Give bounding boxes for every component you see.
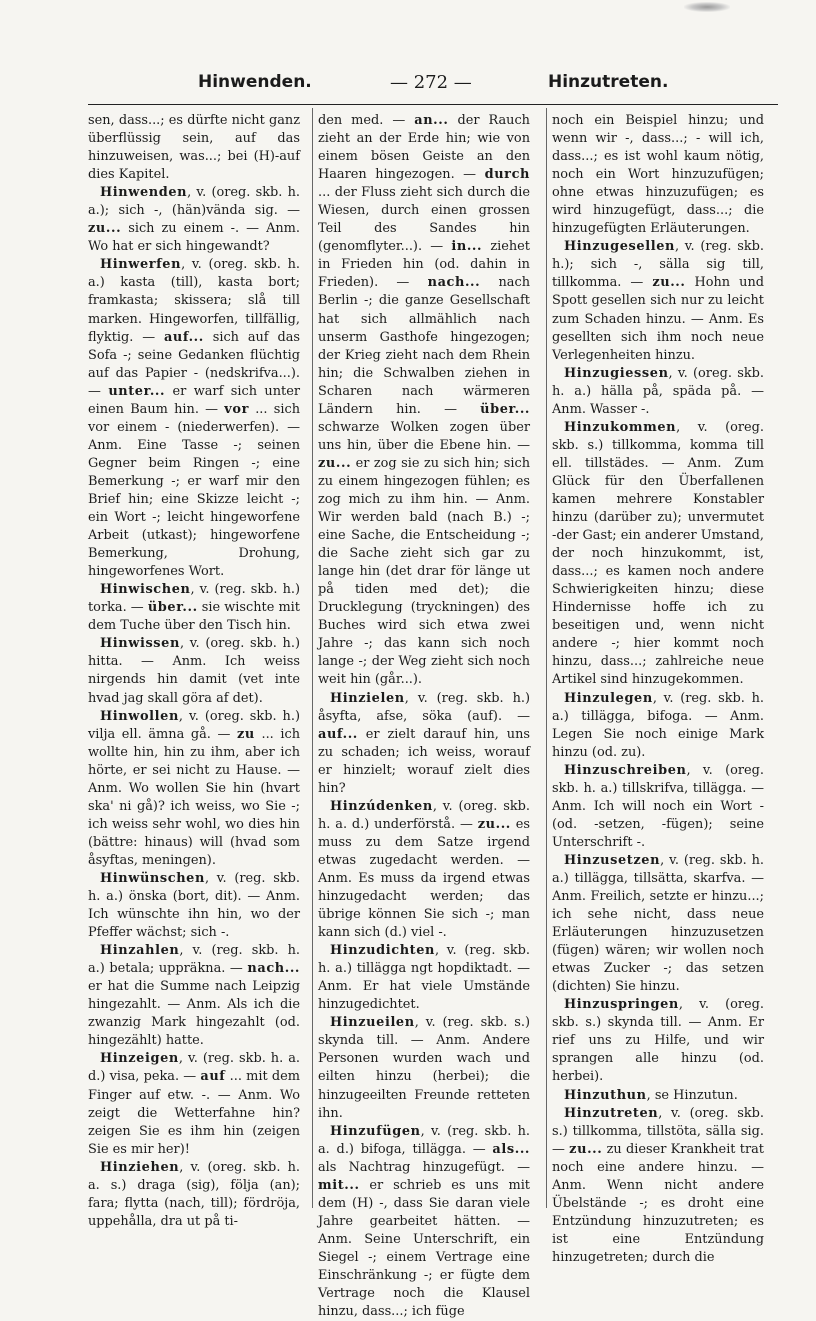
preposition-label: über... [480,401,530,417]
headword: Hinwischen [100,582,191,598]
dictionary-entry [552,690,764,762]
preposition-label: als... [492,1141,530,1157]
dictionary-entry [552,1105,764,1267]
dictionary-entry [88,635,300,707]
entry-text: nach Berlin -; die ganze Gesellschaft hat sich allmählich nach unserm Gasthofe hingezogen; der Krieg zieht nach dem Rhein hin; die Schwalben ziehen in Scharen nach wärmeren Ländern hin. — [318,275,530,417]
preposition-label: über... [147,600,198,616]
dictionary-entry [318,1123,530,1321]
headword: Hinzuspringen [564,997,679,1013]
dictionary-entry [88,184,300,256]
headword: Hinzufügen [330,1123,421,1139]
entry-text: , v. (reg. skb. h. a.) betala; uppräkna. — [88,943,300,977]
entry-text: , v. (oreg. skb. s.) tillkomma, tillstöta, sälla sig. — [552,1105,764,1157]
dictionary-entry [88,1050,300,1158]
entry-text: ... ich wollte hin, hin zu ihm, aber ich hörte, er sei nicht zu Hause. — Anm. Wo wollen Sie hin (hvart ska' ni gå)? ich weiss, wo Sie -; ich weiss sehr wohl, wo dies hin (bättre: hinaus) will (hvad som åsyftas, meningen). [88,726,300,868]
header-rule [88,104,778,105]
entry-text: , v. (oreg. skb. h. a.) kasta (till), kasta bort; framkasta; skissera; slå till marken. Hingeworfen, tillfällig, flyktig. — [88,257,300,345]
entry-text: er hat die Summe nach Leipzig hingezahlt. — Anm. Als ich die zwanzig Mark hingezahlt (od. hingezählt) hatte. [88,979,300,1049]
page-header [88,72,778,98]
headword: Hinzugiessen [564,365,669,381]
column-divider-2 [546,108,547,1208]
entry-text: er schrieb es uns mit dem (H) -, dass Sie daran viele Jahre gearbeitet hätten. — Anm. Seine Unterschrift, ein Siegel -; einem Vertrage eine Einschränkung -; er fügte dem Vertrage noch die Klausel hinzu, dass...; ich füge [318,1177,530,1320]
headword: Hinwerfen [100,257,182,273]
dictionary-entry [552,238,764,364]
headword: Hinzukommen [564,419,677,435]
preposition-label: an... [414,113,449,128]
entry-text: , v. (reg. skb. s.) skynda till. — Anm. Andere Personen wurden wach und eilten hinzu (herbei); die hinzugeeilten Freunde retteten ihn. [318,1015,530,1121]
dictionary-entry [88,942,300,1050]
entry-text: ziehet in Frieden hin (od. dahin in Frieden). — [318,239,530,291]
entry-text: , v. (reg. skb. h. a.) tillägga ngt hopdiktadt. — Anm. Er hat viele Umstände hinzugedichtet. [318,943,530,1013]
entry-text: , v. (reg. skb. h. a.) tillägga, tillsätta, skarfva. — Anm. Freilich, setzte er hinzu...; ich sehe nicht, dass neue Erläuterungen hinzuzusetzen (fügen) wären; wir wollen noch etwas Zucker -; das setzen (dichten) Sie hinzu. [552,852,764,995]
entry-text: zu dieser Krankheit trat noch eine andere hinzu. — Anm. Wenn nicht andere Übelstände -; es droht eine Entzündung hinzuzutreten; es ist eine Entzündung hinzugetreten; durch die [552,1141,764,1265]
column-2 [318,112,531,1320]
dictionary-entry [318,942,530,1014]
preposition-label: in... [451,239,483,255]
dictionary-entry [318,798,530,942]
entry-text: den med. — [318,113,415,128]
entry-text: Hohn und Spott gesellen sich nur zu leicht zum Schaden hinzu. — Anm. Es gesellten sich ihm noch neue Verlegenheiten hinzu. [552,275,764,363]
dictionary-entry [88,256,300,581]
entry-text: , v. (oreg. skb. h.) hitta. — Anm. Ich weiss nirgends hin damit (vet inte hvad jag skall göra af det). [88,636,300,706]
entry-text: als Nachtrag hinzugefügt. — [318,1159,530,1175]
dictionary-entry [552,852,764,996]
dictionary-entry [88,1159,300,1231]
entry-text: , v. (reg. skb. h. a. d.) visa, peka. — [88,1051,300,1085]
entry-text: sen, dass...; es dürfte nicht ganz überflüssig sein, auf das hinzuweisen, was...; bei (H)-auf dies Kapitel. [88,113,300,183]
headword: Hinzulegen [564,690,653,706]
entry-text: , v. (oreg. skb. h. a. d.) underförstå. — [318,798,530,832]
preposition-label: zu... [477,816,511,832]
entry-text: ... mit dem Finger auf etw. -. — Anm. Wo zeigt die Wetterfahne hin? zeigen Sie es ihm hin (zeigen Sie es mir her)! [88,1069,300,1157]
preposition-label: zu... [652,275,686,291]
dictionary-entry [88,870,300,942]
preposition-label: vor [224,401,249,417]
header-left-catchword: Hinwenden. [198,72,312,92]
headword: Hinwollen [100,708,179,724]
dictionary-entry [552,1087,764,1105]
headword: Hinzudichten [330,943,436,959]
entry-text: er zielt darauf hin, uns zu schaden; ich weiss, worauf er hinzielt; worauf zielt dies hin? [318,726,530,796]
preposition-label: unter... [108,383,166,399]
dictionary-entry [552,365,764,419]
preposition-label: auf... [163,329,204,345]
entry-text: , v. (oreg. skb. h. a.) tillskrifva, tillägga. — Anm. Ich will noch ein Wort - (od. -setzen, -fügen); seine Unterschrift -. [552,762,764,850]
entry-text: der Rauch zieht an der Erde hin; wie von einem bösen Geiste an den Haaren hingezogen. — [318,113,530,183]
entry-text: , se Hinzutun. [646,1087,738,1103]
dictionary-entry [552,996,764,1086]
headword: Hinwenden [100,185,188,201]
entry-text: , v. (oreg. skb. h. a. s.) draga (sig), följa (an); fara; flytta (nach, till); fördröja, uppehålla, dra ut på ti- [88,1159,300,1229]
headword: Hinzielen [330,690,405,706]
entry-text: schwarze Wolken zogen über uns hin, über die Ebene hin. — [318,419,530,453]
entry-text: , v. (reg. skb. h.); sich -, sälla sig till, tillkomma. — [552,239,764,291]
entry-text: er zog sie zu sich hin; sich zu einem hingezogen fühlen; es zog mich zu ihm hin. — Anm. Wir werden bald (nach B.) -; eine Sache, die Entscheidung -; die Sache zieht sich gar zu lange hin (det drar för länge ut på tiden med det); die Drucklegung (tryckningen) des Buches wird sich etwa zwei Jahre -; das kann sich noch lange -; der Weg zieht sich noch weit hin (går...). [318,455,530,688]
entry-text: es muss zu dem Satze irgend etwas zugedacht werden. — Anm. Es muss da irgend etwas hinzugedacht werden; das übrige können Sie sich -; man kann sich (d.) viel -. [318,816,531,941]
entry-text: , v. (oreg. skb. s.) skynda till. — Anm. Er rief uns zu Hilfe, und wir sprangen alle hinzu (od. herbei). [552,997,764,1085]
entry-text: , v. (oreg. skb. h. a.) hälla på, späda på. — Anm. Wasser -. [552,365,764,417]
column-3 [552,112,765,1265]
dictionary-entry [88,581,300,635]
headword: Hinziehen [100,1159,180,1175]
entry-continuation [318,112,530,690]
preposition-label: mit... [318,1177,360,1193]
headword: Hinzusetzen [564,852,661,868]
preposition-label: nach... [427,275,481,291]
headword: Hinzueilen [330,1015,415,1031]
preposition-label: nach... [247,961,300,977]
preposition-label: durch [484,167,530,183]
entry-text: , v. (oreg. skb. h. a.); sich -, (hän)vända sig. — [88,185,300,219]
entry-text: ... der Fluss zieht sich durch die Wiesen, durch einen grossen Teil des Sandes hin (genomflyter...). — [318,185,530,255]
preposition-label: auf... [318,726,358,742]
preposition-label: auf [200,1069,226,1085]
headword: Hinzuthun [564,1087,647,1103]
entry-text: , v. (reg. skb. h. a.) tillägga, bifoga. — Anm. Legen Sie noch einige Mark hinzu (od. zu). [552,690,764,760]
entry-text: , v. (reg. skb. h. a. d.) bifoga, tillägga. — [318,1123,530,1157]
entry-continuation [552,112,764,238]
headword: Hinzugesellen [564,239,675,255]
headword: Hinwissen [100,636,180,652]
headword: Hinwünschen [100,870,205,886]
dictionary-entry [318,690,530,798]
entry-text: , v. (reg. skb. h.) åsyfta, afse, söka (auf). — [318,690,530,724]
headword: Hinzahlen [100,943,180,959]
headword: Hinzutreten [564,1105,659,1121]
entry-text: , v. (reg. skb. h. a.) önska (bort, dit). — Anm. Ich wünschte ihn hin, wo der Pfeffer wächst; sich -. [88,870,300,941]
dictionary-entry [88,708,300,870]
ink-blot [684,2,730,12]
dictionary-entry [552,419,764,690]
dictionary-entry [552,762,764,852]
entry-text: sie wischte mit dem Tuche über den Tisch hin. [88,600,300,634]
entry-text: sich zu einem -. — Anm. Wo hat er sich hingewandt? [88,221,300,255]
entry-continuation [88,112,300,184]
entry-text: , v. (reg. skb. h.) torka. — [88,582,300,616]
headword: Hinzuschreiben [564,762,687,778]
entry-text: ... sich vor einem - (niederwerfen). — Anm. Eine Tasse -; seinen Gegner beim Ringen -; eine Bemerkung -; er warf mir den Brief hin; eine Skizze leicht -; ein Wort -; leicht hingeworfene Arbeit (utkast); hingeworfene Bemerkung, Drohung, hingeworfenes Wort. [88,401,300,580]
preposition-label: zu... [569,1141,603,1157]
header-right-catchword: Hinzutreten. [548,72,669,92]
entry-text: , v. (oreg. skb. s.) tillkomma, komma till ell. tillstädes. — Anm. Zum Glück für den Überfallenen kamen mehrere Konstabler hinzu (darüber zu); unvermutet -der Gast; ein anderer Umstand, der noch hinzukommt, ist, dass...; es kamen noch andere Schwierigkeiten hinzu; diese Hindernisse hoffe ich zu beseitigen und, wenn nicht andere -; hier kommt noch hinzu, dass...; zahlreiche neue Artikel sind hinzugekommen. [552,419,765,688]
column-divider-1 [312,108,313,1208]
dictionary-entry [318,1014,530,1122]
entry-text: noch ein Beispiel hinzu; und wenn wir -, dass...; - will ich, dass...; es ist wohl kaum nötig, noch ein Wort hinzuzufügen; ohne etwas hinzuzufügen; es wird hinzugefügt, dass...; die hinzugefügten Erläuterungen. [552,113,764,237]
preposition-label: zu... [88,221,122,237]
headword: Hinzúdenken [330,798,433,814]
entry-text: er warf sich unter einen Baum hin. — [88,383,300,417]
entry-text: , v. (oreg. skb. h.) vilja ell. ämna gå. — [88,708,300,742]
entry-text: sich auf das Sofa -; seine Gedanken flüchtig auf das Papier - (nedskrifva...). — [88,329,300,399]
column-1 [88,112,300,1229]
headword: Hinzeigen [100,1051,179,1067]
preposition-label: zu [236,726,255,742]
preposition-label: zu... [318,455,352,471]
page-number: — 272 — [390,72,472,93]
